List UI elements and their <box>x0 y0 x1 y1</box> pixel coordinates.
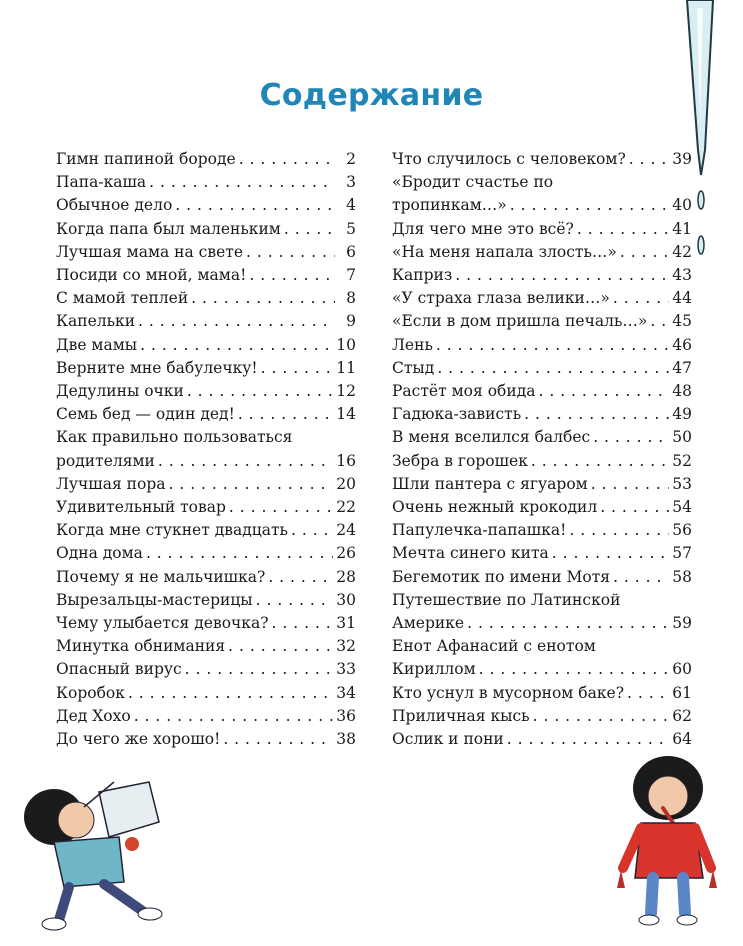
toc-entry[interactable] <box>392 380 692 403</box>
dot-leader <box>134 705 334 728</box>
dot-leader <box>531 450 669 473</box>
toc-entry[interactable] <box>56 426 356 472</box>
toc-entry[interactable] <box>392 264 692 287</box>
toc-entry-title: Что случилось с человеком? <box>392 150 626 168</box>
toc-entry-title: Опасный вирус <box>56 660 182 679</box>
toc-entry[interactable] <box>56 148 356 171</box>
dot-leader <box>479 658 670 681</box>
dot-leader <box>187 380 333 403</box>
toc-entry[interactable] <box>56 218 356 241</box>
toc-entry[interactable] <box>392 682 692 705</box>
dot-leader <box>138 310 335 333</box>
toc-page-number: 9 <box>346 312 356 331</box>
dot-leader <box>569 519 669 542</box>
dot-leader <box>146 542 333 565</box>
toc-entry-title: Растёт моя обида <box>392 382 536 401</box>
toc-entry[interactable] <box>56 519 356 542</box>
toc-entry-title: Шли пантера с ягуаром <box>392 474 588 493</box>
toc-entry-title: Папа-каша <box>56 173 147 192</box>
toc-entry[interactable] <box>56 728 356 751</box>
toc-entry[interactable] <box>56 496 356 519</box>
toc-page-number: 28 <box>336 567 356 586</box>
dot-leader <box>246 241 335 264</box>
toc-entry-title: Когда папа был маленьким <box>56 219 281 238</box>
toc-entry-title: Верните мне бабулечку! <box>56 358 258 377</box>
dot-leader <box>140 334 333 357</box>
toc-page-number: 39 <box>672 150 692 168</box>
toc-page-number: 64 <box>672 730 692 749</box>
toc-entry-title: «Если в дом пришла печаль…» <box>392 312 648 331</box>
toc-page-number: 62 <box>672 706 692 725</box>
toc-entry-title: Ослик и пони <box>392 730 504 749</box>
toc-entry-title: Удивительный товар <box>56 498 226 517</box>
toc-page-number: 48 <box>672 382 692 401</box>
toc-entry-title: Гимн папиной бороде <box>56 150 236 168</box>
toc-entry[interactable] <box>56 566 356 589</box>
toc-entry[interactable] <box>56 658 356 681</box>
toc-page-number: 41 <box>672 219 692 238</box>
toc-page-number: 49 <box>672 405 692 424</box>
dot-leader <box>627 682 669 705</box>
toc-page-number: 46 <box>672 335 692 354</box>
dot-leader <box>185 658 334 681</box>
toc-entry-title: Вырезальцы-мастерицы <box>56 590 253 609</box>
toc-entry[interactable] <box>392 542 692 565</box>
toc-entry[interactable] <box>56 287 356 310</box>
toc-entry[interactable] <box>56 542 356 565</box>
toc-entry-title: В меня вселился балбес <box>392 428 591 447</box>
toc-page-number: 24 <box>336 521 356 540</box>
toc-page-number: 8 <box>346 289 356 308</box>
dot-leader <box>228 635 333 658</box>
dot-leader <box>223 728 333 751</box>
toc-entry[interactable] <box>56 705 356 728</box>
toc-page-number: 40 <box>672 196 692 215</box>
toc-entry[interactable] <box>56 380 356 403</box>
toc-entry[interactable] <box>56 334 356 357</box>
toc-page-number: 33 <box>336 660 356 679</box>
toc-page-number: 22 <box>336 498 356 517</box>
toc-entry[interactable] <box>392 705 692 728</box>
toc-entry-title: Почему я не мальчишка? <box>56 567 266 586</box>
toc-page-number: 60 <box>672 660 692 679</box>
toc-entry-title: Очень нежный крокодил <box>392 498 598 517</box>
dot-leader <box>261 357 334 380</box>
dot-leader <box>229 496 333 519</box>
toc-entry[interactable] <box>56 357 356 380</box>
toc-entry[interactable] <box>56 171 356 194</box>
toc-entry[interactable] <box>392 403 692 426</box>
toc-entry[interactable] <box>56 612 356 635</box>
toc-entry[interactable] <box>392 589 692 635</box>
toc-entry-title: Стыд <box>392 358 435 377</box>
toc-entry-title: Енот Афанасий с енотом <box>392 637 596 656</box>
toc-entry-title: «У страха глаза велики…» <box>392 289 610 308</box>
toc-entry[interactable] <box>392 334 692 357</box>
toc-page-number: 52 <box>672 451 692 470</box>
toc-entry-title: Путешествие по Латинской <box>392 590 621 609</box>
dot-leader <box>650 310 669 333</box>
toc-page-number: 59 <box>672 614 692 633</box>
dot-leader <box>249 264 335 287</box>
toc-page-number: 32 <box>336 637 356 656</box>
toc-page-number: 20 <box>336 474 356 493</box>
dot-leader <box>455 264 669 287</box>
contents-left-column <box>56 148 356 751</box>
toc-entry-title-continuation: Кириллом <box>392 660 476 679</box>
toc-entry-title: Каприз <box>392 266 453 285</box>
toc-entry-title: Мечта синего кита <box>392 544 549 563</box>
toc-entry[interactable] <box>56 589 356 612</box>
toc-page-number: 45 <box>672 312 692 331</box>
toc-entry-title: Для чего мне это всё? <box>392 219 574 238</box>
dot-leader <box>128 682 333 705</box>
dot-leader <box>238 403 333 426</box>
toc-entry[interactable] <box>392 519 692 542</box>
toc-page-number: 57 <box>672 544 692 563</box>
dot-leader <box>613 566 669 589</box>
dot-leader <box>524 403 669 426</box>
toc-page-number: 10 <box>336 335 356 354</box>
dot-leader <box>175 194 335 217</box>
dot-leader <box>239 148 335 171</box>
toc-entry[interactable] <box>392 287 692 310</box>
dot-leader <box>437 357 669 380</box>
toc-entry-title: Обычное дело <box>56 196 173 215</box>
toc-entry[interactable] <box>392 171 692 217</box>
toc-page-number: 7 <box>346 266 356 285</box>
toc-entry-title: Гадюка-зависть <box>392 405 522 424</box>
toc-entry[interactable] <box>392 496 692 519</box>
toc-entry-title-continuation: родителями <box>56 451 155 470</box>
dot-leader <box>436 334 669 357</box>
page-title: Содержание <box>259 78 484 113</box>
toc-page-number: 30 <box>336 590 356 609</box>
toc-entry-title: Зебра в горошек <box>392 451 528 470</box>
dot-leader <box>510 194 669 217</box>
toc-page-number: 53 <box>672 474 692 493</box>
dot-leader <box>268 566 333 589</box>
toc-page-number: 6 <box>346 242 356 261</box>
toc-entry[interactable] <box>392 566 692 589</box>
toc-entry-title: Бегемотик по имени Мотя <box>392 567 611 586</box>
toc-page-number: 11 <box>336 358 356 377</box>
toc-entry[interactable] <box>56 473 356 496</box>
toc-page-number: 47 <box>672 358 692 377</box>
toc-entry-title: Капельки <box>56 312 136 331</box>
toc-entry[interactable] <box>392 473 692 496</box>
toc-page-number: 31 <box>336 614 356 633</box>
toc-page-number: 61 <box>672 683 692 702</box>
toc-page-number: 16 <box>336 451 356 470</box>
toc-entry[interactable] <box>392 310 692 333</box>
toc-entry[interactable] <box>56 241 356 264</box>
toc-page-number: 42 <box>672 242 692 261</box>
toc-page-number: 5 <box>346 219 356 238</box>
toc-entry-title: С мамой теплей <box>56 289 189 308</box>
toc-page-number: 4 <box>346 196 356 215</box>
dot-leader <box>467 612 669 635</box>
toc-page-number: 34 <box>336 683 356 702</box>
dot-leader <box>591 473 670 496</box>
toc-page-number: 54 <box>672 498 692 517</box>
dot-leader <box>593 426 669 449</box>
dot-leader <box>629 148 670 171</box>
toc-entry-title: Чему улыбается девочка? <box>56 614 269 633</box>
dot-leader <box>538 380 669 403</box>
toc-page-number: 56 <box>672 521 692 540</box>
toc-entry-title: Как правильно пользоваться <box>56 428 293 447</box>
toc-entry-title: «На меня напала злость…» <box>392 242 617 261</box>
toc-page-number: 36 <box>336 706 356 725</box>
dot-leader <box>552 542 670 565</box>
dot-leader <box>158 450 333 473</box>
toc-page-number: 12 <box>336 382 356 401</box>
dot-leader <box>577 218 669 241</box>
toc-entry-title: «Бродит счастье по <box>392 173 554 192</box>
dot-leader <box>168 473 333 496</box>
toc-entry-title: Две мамы <box>56 335 138 354</box>
toc-entry[interactable] <box>392 218 692 241</box>
dot-leader <box>613 287 669 310</box>
toc-entry-title: Кто уснул в мусорном баке? <box>392 683 625 702</box>
toc-entry-title: Лень <box>392 335 433 354</box>
toc-entry[interactable] <box>392 357 692 380</box>
toc-entry-title: До чего же хорошо! <box>56 730 221 749</box>
toc-page-number: 3 <box>346 173 356 192</box>
boy-carrying-ice-illustration <box>14 762 174 932</box>
toc-entry-title: Семь бед — один дед! <box>56 405 235 424</box>
toc-entry-title-continuation: Америке <box>392 614 465 633</box>
contents-right-column <box>392 148 692 751</box>
toc-entry-title: Дед Хохо <box>56 706 131 725</box>
dot-leader <box>149 171 335 194</box>
toc-entry[interactable] <box>392 426 692 449</box>
toc-entry-title: Папулечка-папашка! <box>392 521 567 540</box>
toc-entry[interactable] <box>56 403 356 426</box>
dot-leader <box>533 705 670 728</box>
toc-page-number: 26 <box>336 544 356 563</box>
dot-leader <box>600 496 669 519</box>
toc-entry[interactable] <box>56 635 356 658</box>
girl-with-mittens-illustration <box>613 748 723 928</box>
toc-page-number: 50 <box>672 428 692 447</box>
toc-page-number: 44 <box>672 289 692 308</box>
toc-entry-title: Лучшая мама на свете <box>56 242 244 261</box>
toc-entry[interactable] <box>56 310 356 333</box>
toc-page-number: 58 <box>672 567 692 586</box>
toc-entry-title: Лучшая пора <box>56 474 166 493</box>
dot-leader <box>256 589 334 612</box>
toc-page-number: 38 <box>336 730 356 749</box>
toc-entry-title: Минутка обнимания <box>56 637 226 656</box>
toc-entry-title-continuation: тропинкам…» <box>392 196 507 215</box>
toc-page-number: 2 <box>346 150 356 168</box>
toc-page-number: 43 <box>672 266 692 285</box>
toc-entry-title: Коробок <box>56 683 125 702</box>
toc-entry-title: Когда мне стукнет двадцать <box>56 521 288 540</box>
toc-entry[interactable] <box>56 194 356 217</box>
toc-entry-title: Посиди со мной, мама! <box>56 266 247 285</box>
dot-leader <box>291 519 333 542</box>
toc-entry-title: Приличная кысь <box>392 706 530 725</box>
toc-entry-title: Одна дома <box>56 544 143 563</box>
toc-entry[interactable] <box>56 264 356 287</box>
dot-leader <box>272 612 334 635</box>
toc-page-number: 14 <box>336 405 356 424</box>
toc-entry[interactable] <box>392 450 692 473</box>
dot-leader <box>284 218 335 241</box>
dot-leader <box>191 287 335 310</box>
toc-entry-title: Дедулины очки <box>56 382 184 401</box>
toc-entry[interactable] <box>392 148 692 171</box>
toc-entry[interactable] <box>392 241 692 264</box>
toc-entry[interactable] <box>56 682 356 705</box>
toc-entry[interactable] <box>392 635 692 681</box>
dot-leader <box>620 241 669 264</box>
